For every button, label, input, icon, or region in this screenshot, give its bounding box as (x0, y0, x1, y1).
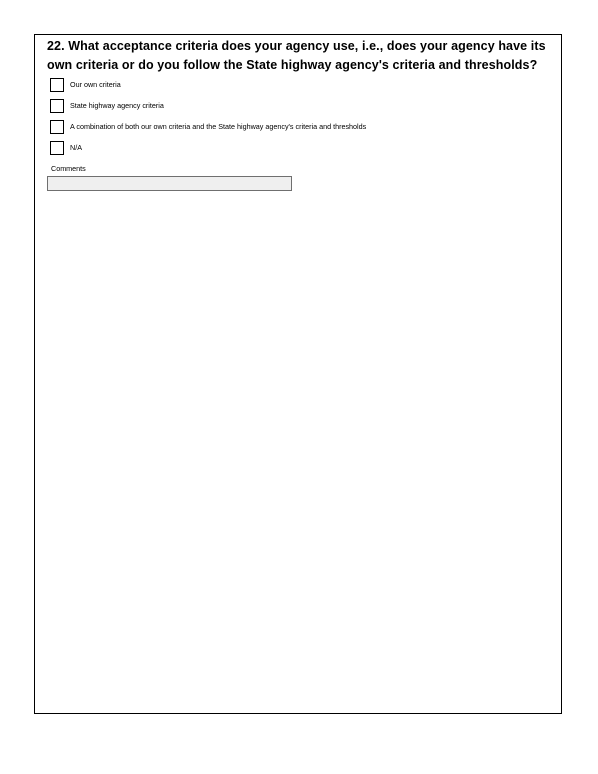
option-own-criteria[interactable] (50, 76, 366, 93)
option-checkbox[interactable] (50, 78, 64, 92)
option-checkbox[interactable] (50, 141, 64, 155)
option-checkbox[interactable] (50, 120, 64, 134)
option-na[interactable] (50, 139, 366, 156)
option-combination[interactable] (50, 118, 366, 135)
comments-field[interactable] (47, 176, 292, 191)
option-label: State highway agency criteria (70, 100, 164, 110)
option-state-criteria[interactable] (50, 97, 366, 114)
answer-options (50, 76, 366, 160)
option-label: Our own criteria (70, 79, 121, 89)
option-checkbox[interactable] (50, 99, 64, 113)
option-label: A combination of both our own criteria and the State highway agency's criteria and thresholds (70, 121, 367, 131)
comments-label: Comments (51, 164, 86, 173)
option-label: N/A (70, 142, 82, 152)
question-text: 22. What acceptance criteria does your agency use, i.e., does your agency have its own criteria or do you follow the State highway agency's criteria and thresholds? (47, 39, 546, 72)
